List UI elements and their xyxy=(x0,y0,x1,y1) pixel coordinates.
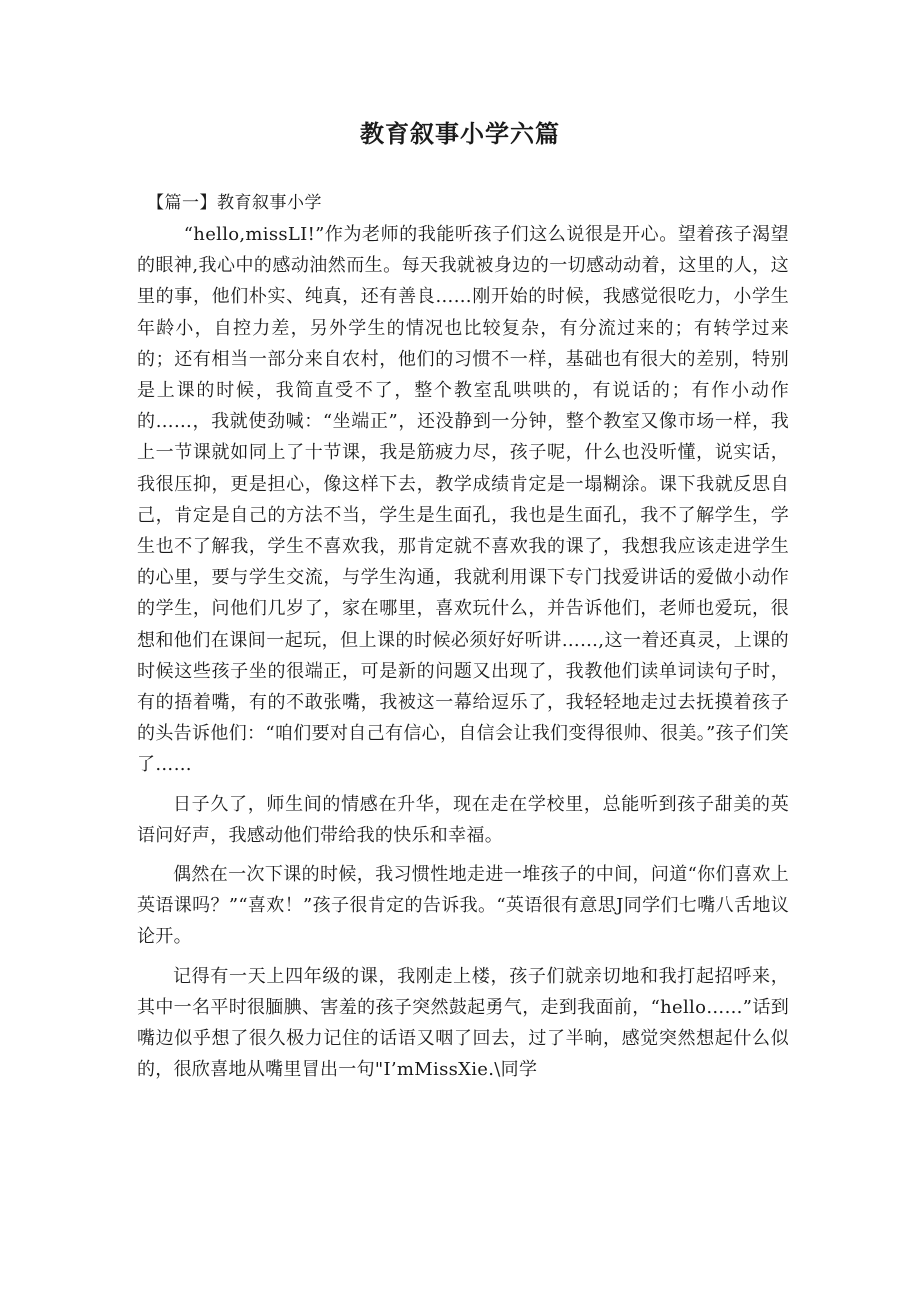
paragraph-1: “hello,missLI!”作为老师的我能听孩子们这么说很是开心。望着孩子渴望的眼神,我心中的感动油然而生。每天我就被身边的一切感动动着，这里的人，这里的事，他们朴实、纯真，还有善良……刚开始的时候，我感觉很吃力，小学生年龄小，自控力差，另外学生的情况也比较复杂，有分流过来的；有转学过来的；还有相当一部分来自农村，他们的习惯不一样，基础也有很大的差别，特别是上课的时候，我简直受不了，整个教室乱哄哄的，有说话的；有作小动作的……，我就使劲喊：“坐端正”，还没静到一分钟，整个教室又像市场一样，我上一节课就如同上了十节课，我是筋疲力尽，孩子呢，什么也没听懂，说实话，我很压抑，更是担心，像这样下去，教学成绩肯定是一塌糊涂。课下我就反思自己，肯定是自己的方法不当，学生是生面孔，我也是生面孔，我不了解学生，学生也不了解我，学生不喜欢我，那肯定就不喜欢我的课了，我想我应该走进学生的心里，要与学生交流，与学生沟通，我就利用课下专门找爱讲话的爱做小动作的学生，问他们几岁了，家在哪里，喜欢玩什么，并告诉他们，老师也爱玩，很想和他们在课间一起玩，但上课的时候必须好好听讲……,这一着还真灵，上课的时候这些孩子坐的很端正，可是新的问题又出现了，我教他们读单词读句子时，有的捂着嘴，有的不敢张嘴，我被这一幕给逗乐了，我轻轻地走过去抚摸着孩子的头告诉他们：“咱们要对自己有信心，自信会让我们变得很帅、很美。”孩子们笑了…… xyxy=(137,224,789,776)
paragraph-2: 日子久了，师生间的情感在升华，现在走在学校里，总能听到孩子甜美的英语问好声，我感动他们带给我的快乐和幸福。 xyxy=(137,793,789,846)
document-title: 教育叙事小学六篇 xyxy=(360,120,560,148)
section-heading: 【篇一】教育叙事小学 xyxy=(147,193,322,213)
document-body xyxy=(137,219,789,1093)
paragraph-3: 偶然在一次下课的时候，我习惯性地走进一堆孩子的中间，问道“你们喜欢上英语课吗？”“喜欢！”孩子很肯定的告诉我。“英语很有意思J同学们七嘴八舌地议论开。 xyxy=(137,864,789,948)
paragraph-4: 记得有一天上四年级的课，我刚走上楼，孩子们就亲切地和我打起招呼来，其中一名平时很腼腆、害羞的孩子突然鼓起勇气，走到我面前，“hello……”话到嘴边似乎想了很久极力记住的话语又咽了回去，过了半晌，感觉突然想起什么似的，很欣喜地从嘴里冒出一句"I’mMissXie.\同学 xyxy=(137,965,789,1081)
